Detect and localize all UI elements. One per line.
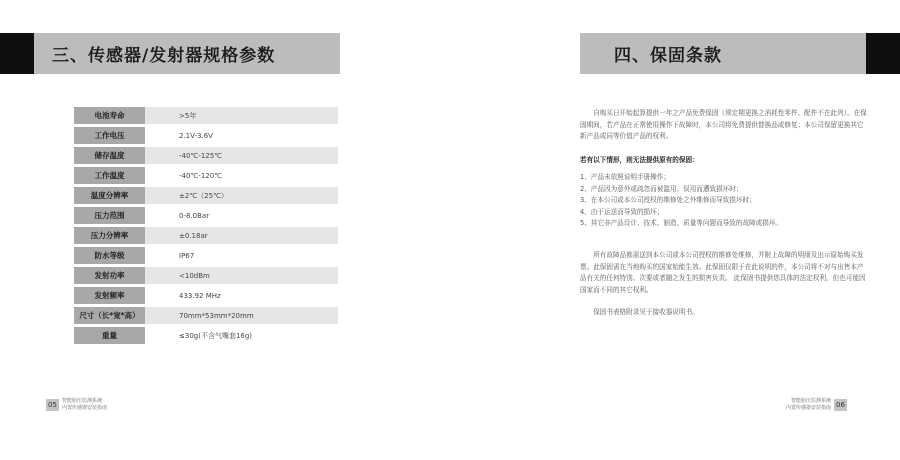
spec-value: 0-8.0Bar [145, 207, 338, 224]
spec-value: 2.1V-3.6V [145, 127, 338, 144]
spec-value: ≤30g(不含气嘴套16g) [145, 327, 338, 344]
spec-label: 电池寿命 [74, 107, 145, 124]
warranty-paragraph-3: 保固书表格附录见于接收器说明书。 [593, 308, 699, 316]
spec-row [74, 167, 338, 187]
exception-item: 4、由于运送而导致的损坏； [580, 207, 664, 216]
spec-table [74, 107, 338, 347]
right-footer-line2: 内置传感器安装指南 [786, 405, 832, 411]
spec-row [74, 207, 338, 227]
spec-label: 工作温度 [74, 167, 145, 184]
spec-label: 发射频率 [74, 287, 145, 304]
exception-item: 2、产品因为意外或疏忽而被滥用、误用而遭致损坏时； [580, 184, 743, 193]
exception-item: 1、产品未依照说明手册操作； [580, 173, 670, 181]
page-number-right: 06 [834, 399, 847, 411]
warranty-paragraph-2: 所有故障品都需送到本公司或本公司授权的维修处维修，并附上故障的明细及出示原始购买发票。此保固需在当地购买的国家始能生效。此保固仅限于在此说明的件，本公司将不对与出售本产品有关的任何特别、次要或者随之发生的损害负责。 此保固书提供您具体的法定权利，但也可能因国家而不同的其它权利。 [580, 251, 866, 294]
spec-row [74, 227, 338, 247]
right-footer [786, 398, 847, 412]
exceptions-title: 若有以下情形，则无法提供原有的保固： [580, 156, 699, 164]
right-page [450, 0, 900, 460]
exception-item: 5、其它非产品设计、技术、制造、质量等问题而导致的故障或损坏。 [580, 219, 783, 227]
left-black-tab [0, 33, 34, 74]
spec-row [74, 107, 338, 127]
section-title-warranty-text: 四、保固条款 [614, 46, 722, 66]
spec-value: >5年 [145, 107, 338, 124]
left-footer-line1: 智能胎压监测系统 [62, 398, 103, 404]
spec-row [74, 327, 338, 347]
spec-label: 重量 [74, 327, 145, 344]
left-footer-text [62, 398, 107, 412]
spec-value: 70mm*53mm*20mm [145, 307, 338, 324]
spec-row [74, 307, 338, 327]
page-number-left: 05 [46, 399, 59, 411]
spec-label: 防水等级 [74, 247, 145, 264]
section-title-specs-text: 三、传感器/发射器规格参数 [52, 46, 276, 66]
spec-row [74, 127, 338, 147]
spec-row [74, 287, 338, 307]
spec-value: 433.92 MHz [145, 287, 338, 304]
spec-label: 压力分辨率 [74, 227, 145, 244]
spec-value: ±2℃（25℃） [145, 187, 338, 204]
spec-label: 温度分辨率 [74, 187, 145, 204]
spec-row [74, 247, 338, 267]
left-footer [46, 398, 107, 412]
spec-value: -40℃-120℃ [145, 167, 338, 184]
spec-row [74, 267, 338, 287]
right-footer-line1: 智能胎压监测系统 [791, 398, 832, 404]
left-footer-line2: 内置传感器安装指南 [62, 405, 108, 411]
spec-row [74, 147, 338, 167]
right-black-tab [866, 33, 900, 74]
spec-label: 压力范围 [74, 207, 145, 224]
spec-label: 尺寸（长*宽*高） [74, 307, 145, 324]
exception-item: 3、在本公司或本公司授权的维修处之外维修而导致损坏时； [580, 196, 756, 204]
spec-row [74, 187, 338, 207]
spec-label: 储存温度 [74, 147, 145, 164]
spec-value: <10dBm [145, 267, 338, 284]
spec-value: -40℃-125℃ [145, 147, 338, 164]
right-footer-text [786, 398, 831, 412]
spec-label: 发射功率 [74, 267, 145, 284]
spec-value: ±0.18ar [145, 227, 338, 244]
section-title-warranty [580, 33, 866, 74]
section-title-specs [34, 33, 340, 74]
exceptions-list [580, 172, 870, 230]
spec-value: IP67 [145, 247, 338, 264]
spec-label: 工作电压 [74, 127, 145, 144]
warranty-paragraph-1: 自购买日开始起算提供一年之产品免费保固（须定期更换之消耗性零件、配件不在此列）。在保固期间，若产品在正常使用操作下故障时，本公司将免费提供替换品或修复；本公司保留更换其它新产品或同等价值产品的权利。 [580, 109, 867, 140]
